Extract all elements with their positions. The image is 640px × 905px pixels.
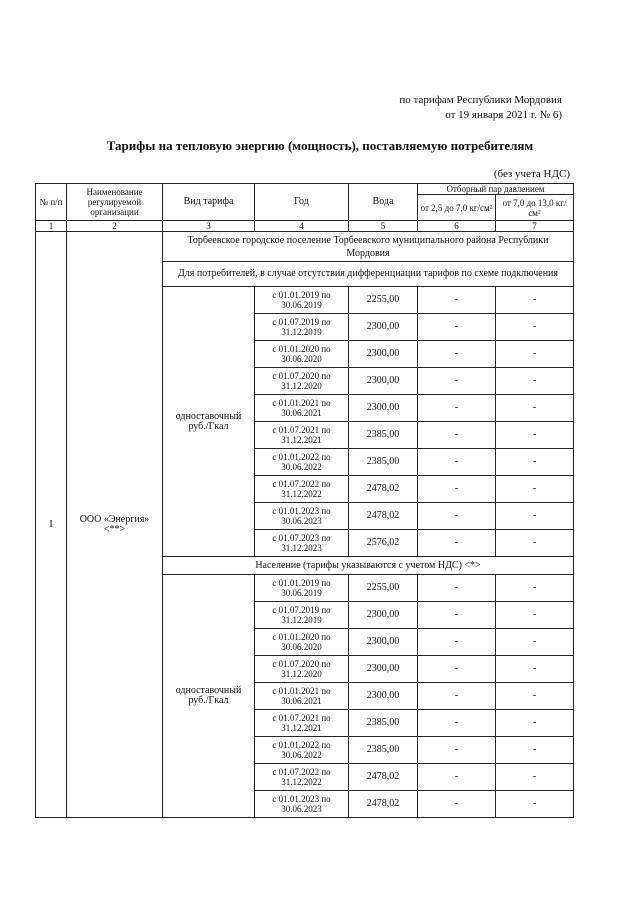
steam1-value: - — [418, 629, 496, 656]
header-steam-2: от 7,0 до 13,0 кг/см² — [496, 195, 574, 221]
header-water: Вода — [349, 184, 418, 221]
table-header-row — [36, 184, 574, 195]
water-value: 2576,02 — [349, 530, 418, 557]
period-cell: с 01.07.2022 по 31.12.2022 — [255, 476, 349, 503]
steam2-value: - — [496, 683, 574, 710]
steam1-value: - — [418, 710, 496, 737]
steam1-value: - — [418, 602, 496, 629]
header-steam-1: от 2,5 до 7,0 кг/см² — [418, 195, 496, 221]
vat-note: (без учета НДС) — [493, 168, 570, 180]
steam1-value: - — [418, 575, 496, 602]
steam2-value: - — [496, 656, 574, 683]
document-header — [399, 93, 562, 123]
water-value: 2300,00 — [349, 656, 418, 683]
period-cell: с 01.07.2023 по 31.12.2023 — [255, 530, 349, 557]
steam2-value: - — [496, 314, 574, 341]
water-value: 2300,00 — [349, 341, 418, 368]
period-cell: с 01.01.2021 по 30.06.2021 — [255, 395, 349, 422]
period-cell: с 01.07.2021 по 31.12.2021 — [255, 422, 349, 449]
water-value: 2300,00 — [349, 368, 418, 395]
steam1-value: - — [418, 368, 496, 395]
period-cell: с 01.07.2020 по 31.12.2020 — [255, 368, 349, 395]
steam2-value: - — [496, 368, 574, 395]
header-kind: Вид тарифа — [163, 184, 255, 221]
steam2-value: - — [496, 422, 574, 449]
steam2-value: - — [496, 629, 574, 656]
period-cell: с 01.01.2019 по 30.06.2019 — [255, 575, 349, 602]
header-line-2: от 19 января 2021 г. № 6) — [445, 109, 562, 121]
period-cell: с 01.01.2021 по 30.06.2021 — [255, 683, 349, 710]
water-value: 2385,00 — [349, 710, 418, 737]
steam1-value: - — [418, 314, 496, 341]
column-number: 6 — [418, 221, 496, 232]
period-cell: с 01.01.2020 по 30.06.2020 — [255, 341, 349, 368]
water-value: 2385,00 — [349, 422, 418, 449]
steam1-value: - — [418, 683, 496, 710]
steam1-value: - — [418, 656, 496, 683]
period-cell: с 01.01.2022 по 30.06.2022 — [255, 449, 349, 476]
tariff-kind: одноставочный руб./Гкал — [163, 575, 255, 818]
header-steam-group: Отборный пар давлением — [418, 184, 574, 195]
steam2-value: - — [496, 602, 574, 629]
period-cell: с 01.01.2023 по 30.06.2023 — [255, 791, 349, 818]
header-line-1: по тарифам Республики Мордовия — [399, 94, 562, 106]
document-title: Тарифы на тепловую энергию (мощность), поставляемую потребителям — [106, 138, 534, 153]
steam1-value: - — [418, 395, 496, 422]
water-value: 2300,00 — [349, 629, 418, 656]
tariff-table — [35, 183, 574, 818]
period-cell: с 01.07.2022 по 31.12.2022 — [255, 764, 349, 791]
period-cell: с 01.07.2019 по 31.12.2019 — [255, 602, 349, 629]
steam1-value: - — [418, 503, 496, 530]
steam2-value: - — [496, 395, 574, 422]
steam2-value: - — [496, 476, 574, 503]
steam2-value: - — [496, 449, 574, 476]
steam1-value: - — [418, 737, 496, 764]
water-value: 2300,00 — [349, 683, 418, 710]
period-cell: с 01.01.2022 по 30.06.2022 — [255, 737, 349, 764]
steam1-value: - — [418, 791, 496, 818]
water-value: 2255,00 — [349, 287, 418, 314]
steam1-value: - — [418, 287, 496, 314]
water-value: 2300,00 — [349, 395, 418, 422]
steam2-value: - — [496, 710, 574, 737]
period-cell: с 01.01.2020 по 30.06.2020 — [255, 629, 349, 656]
group2-heading: Население (тарифы указываются с учетом НДС) <*> — [163, 557, 574, 575]
water-value: 2478,02 — [349, 503, 418, 530]
period-cell: с 01.01.2019 по 30.06.2019 — [255, 287, 349, 314]
header-num: № п/п — [36, 184, 67, 221]
steam1-value: - — [418, 764, 496, 791]
water-value: 2385,00 — [349, 737, 418, 764]
tariff-kind: одноставочный руб./Гкал — [163, 287, 255, 557]
column-number: 1 — [36, 221, 67, 232]
period-cell: с 01.01.2023 по 30.06.2023 — [255, 503, 349, 530]
column-number: 4 — [255, 221, 349, 232]
water-value: 2300,00 — [349, 602, 418, 629]
steam2-value: - — [496, 764, 574, 791]
header-year: Год — [255, 184, 349, 221]
steam1-value: - — [418, 422, 496, 449]
organization-name: ООО «Энергия» <**> — [67, 232, 163, 818]
settlement-name: Торбеевское городское поселение Торбеевского муниципального района Республики Мордовия — [163, 232, 574, 262]
water-value: 2385,00 — [349, 449, 418, 476]
steam2-value: - — [496, 530, 574, 557]
column-number: 3 — [163, 221, 255, 232]
steam2-value: - — [496, 287, 574, 314]
column-number: 5 — [349, 221, 418, 232]
water-value: 2478,02 — [349, 791, 418, 818]
header-org: Наименование регулируемой организации — [67, 184, 163, 221]
steam2-value: - — [496, 791, 574, 818]
steam1-value: - — [418, 341, 496, 368]
water-value: 2478,02 — [349, 476, 418, 503]
steam2-value: - — [496, 737, 574, 764]
steam2-value: - — [496, 503, 574, 530]
column-number: 7 — [496, 221, 574, 232]
steam2-value: - — [496, 575, 574, 602]
column-number-row — [36, 221, 574, 232]
steam1-value: - — [418, 530, 496, 557]
settlement-row — [36, 232, 574, 262]
water-value: 2300,00 — [349, 314, 418, 341]
period-cell: с 01.07.2021 по 31.12.2021 — [255, 710, 349, 737]
steam1-value: - — [418, 476, 496, 503]
water-value: 2478,02 — [349, 764, 418, 791]
steam2-value: - — [496, 341, 574, 368]
period-cell: с 01.07.2020 по 31.12.2020 — [255, 656, 349, 683]
water-value: 2255,00 — [349, 575, 418, 602]
group1-heading: Для потребителей, в случае отсутствия дифференциации тарифов по схеме подключения — [163, 262, 574, 287]
column-number: 2 — [67, 221, 163, 232]
row-index: I — [36, 232, 67, 818]
period-cell: с 01.07.2019 по 31.12.2019 — [255, 314, 349, 341]
steam1-value: - — [418, 449, 496, 476]
